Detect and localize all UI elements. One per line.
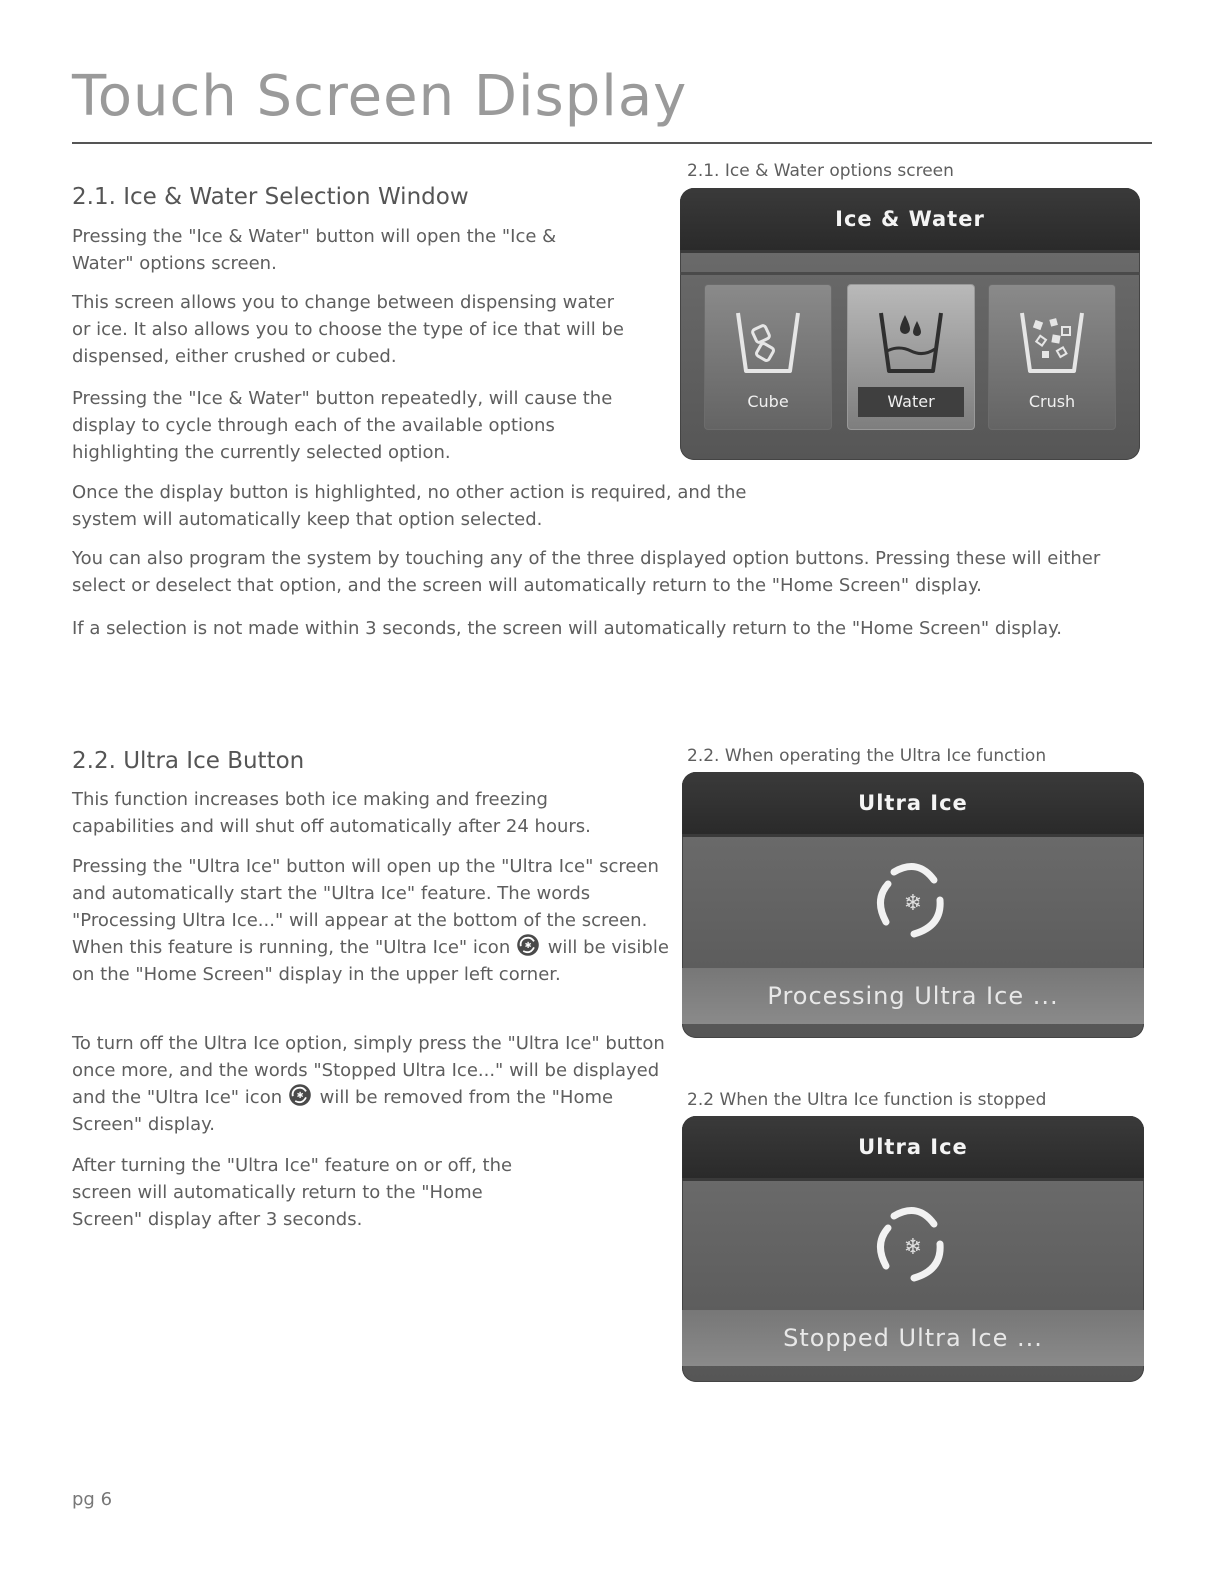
page-number: pg 6 [72, 1489, 113, 1510]
ultra-ice-status-text: Stopped Ultra Ice ... [682, 1310, 1144, 1366]
crushed-ice-cup-icon [1012, 301, 1092, 381]
cube-option-button[interactable] [704, 284, 832, 430]
ice-cube-cup-icon [728, 301, 808, 381]
ultra-ice-status-text: Processing Ultra Ice ... [682, 968, 1144, 1024]
ultra-ice-stopped-screen [682, 1116, 1144, 1382]
ultra-ice-swirl-icon [868, 856, 958, 946]
title-divider [72, 142, 1152, 144]
figure-2-2-caption-stopped: 2.2 When the Ultra Ice function is stopped [687, 1090, 1047, 1110]
page-title: Touch Screen Display [72, 64, 688, 129]
section-2-1-paragraph-2: This screen allows you to change between dispensing water or ice. It also allows you to choose the type of ice that will be dispensed, either crushed or cubed. [72, 292, 624, 367]
section-2-1-paragraph-6: If a selection is not made within 3 seconds, the screen will automatically return to the "Home Screen" display. [72, 618, 1062, 639]
ice-water-options-screen [680, 188, 1140, 460]
section-2-1-paragraph-1: Pressing the "Ice & Water" button will open the "Ice & Water" options screen. [72, 226, 557, 274]
ultra-ice-swirl-icon [868, 1200, 958, 1290]
water-option-button[interactable] [847, 284, 975, 430]
water-option-label: Water [858, 387, 964, 417]
section-2-2-paragraph-1: This function increases both ice making and freezing capabilities and will shut off automatically after 24 hours. [72, 789, 591, 837]
section-2-2-paragraph-3: To turn off the Ultra Ice option, simply press the "Ultra Ice" button once more, and the words "Stopped Ultra Ice..." will be displayed and the "Ultra Ice" icon ✱ will be removed from the "Home Screen" display. [72, 1033, 665, 1135]
figure-2-2-caption-processing: 2.2. When operating the Ultra Ice function [687, 746, 1047, 766]
crush-option-button[interactable] [988, 284, 1116, 430]
screen-title-bar: Ultra Ice [682, 1116, 1144, 1178]
section-2-2-paragraph-4: After turning the "Ultra Ice" feature on or off, the screen will automatically return to the "Home Screen" display after 3 seconds. [72, 1155, 513, 1230]
screen-title-bar: Ultra Ice [682, 772, 1144, 834]
svg-text:✱: ✱ [524, 940, 532, 950]
cube-option-label: Cube [747, 392, 789, 411]
section-2-1-paragraph-3: Pressing the "Ice & Water" button repeatedly, will cause the display to cycle through each of the available options highlighting the currently selected option. [72, 388, 613, 463]
section-2-1-paragraph-5: You can also program the system by touching any of the three displayed option buttons. Pressing these will either select or deselect that option, and the screen will automatically return to the "Home Screen" display. [72, 548, 1101, 596]
figure-2-1-caption: 2.1. Ice & Water options screen [687, 161, 954, 181]
section-2-1-heading: 2.1. Ice & Water Selection Window [72, 184, 469, 210]
water-cup-icon [871, 301, 951, 381]
svg-text:✱: ✱ [296, 1090, 304, 1100]
section-2-1-paragraph-4: Once the display button is highlighted, no other action is required, and the system will automatically keep that option selected. [72, 482, 747, 530]
svg-text:❄: ❄ [903, 1235, 923, 1260]
ultra-ice-inline-icon [288, 1083, 312, 1107]
crush-option-label: Crush [1028, 392, 1076, 411]
section-2-2-heading: 2.2. Ultra Ice Button [72, 748, 305, 774]
ultra-ice-inline-icon [516, 933, 540, 957]
section-2-2-paragraph-2: Pressing the "Ultra Ice" button will open up the "Ultra Ice" screen and automatically start the "Ultra Ice" feature. The words "Processing Ultra Ice..." will appear at the bottom of the screen. When this feature is running, the "Ultra Ice" icon ✱ will be visible on the "Home Screen" display in the upper left corner. [72, 856, 669, 985]
ultra-ice-processing-screen [682, 772, 1144, 1038]
svg-text:❄: ❄ [903, 891, 923, 916]
screen-title-bar: Ice & Water [680, 188, 1140, 250]
